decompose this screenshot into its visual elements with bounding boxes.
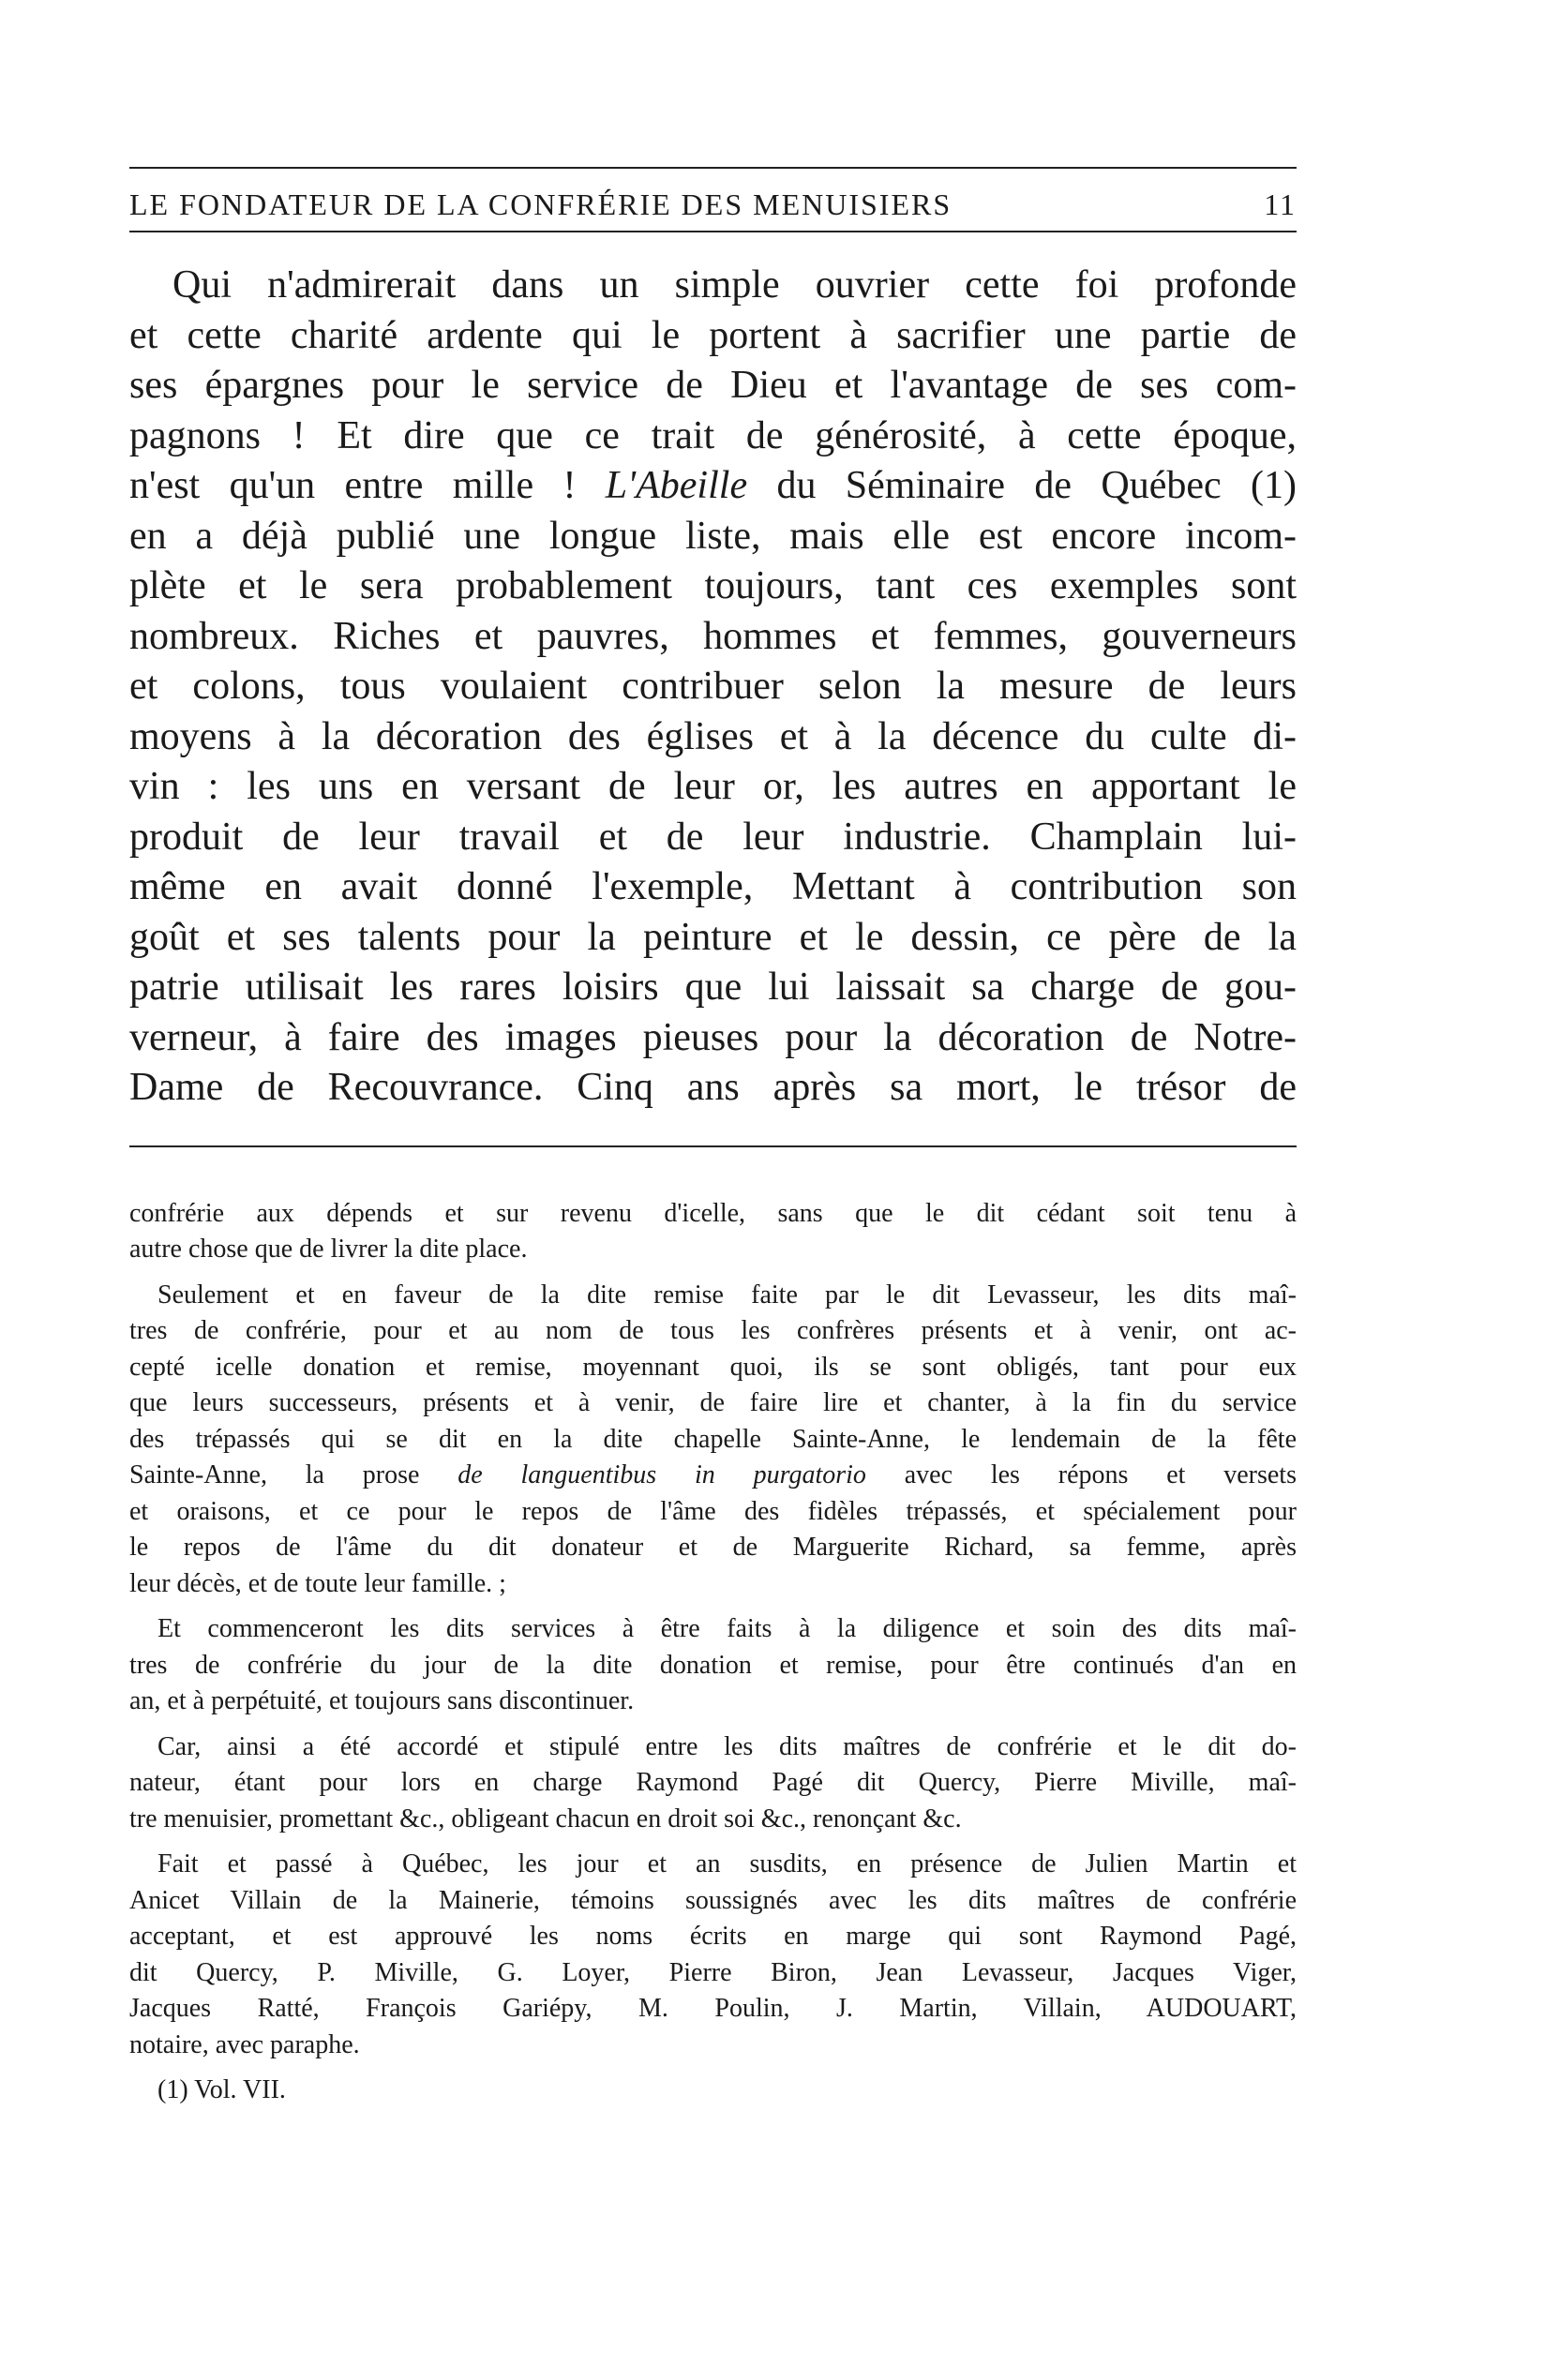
note-line: Car, ainsi a été accordé et stipulé entre les dits maîtres de confrérie et le dit do- bbox=[158, 1731, 1297, 1761]
note-line: an, et à perpétuité, et toujours sans discontinuer. bbox=[129, 1686, 635, 1715]
running-head-title: LE FONDATEUR DE LA CONFRÉRIE DES MENUISIERS bbox=[129, 187, 952, 221]
body-line: même en avait donné l'exemple, Mettant à contribution son bbox=[129, 865, 1297, 908]
note-line: autre chose que de livrer la dite place. bbox=[129, 1235, 528, 1264]
note-line: Fait et passé à Québec, les jour et an susdits, en présence de Julien Martin et bbox=[158, 1849, 1297, 1879]
page bbox=[129, 167, 1297, 2108]
note-line: nateur, étant pour lors en charge Raymond Pagé dit Quercy, Pierre Miville, maî- bbox=[129, 1768, 1297, 1797]
body-line: en a déjà publié une longue liste, mais elle est encore incom- bbox=[129, 514, 1297, 558]
body-line: verneur, à faire des images pieuses pour la décoration de Notre- bbox=[129, 1015, 1297, 1059]
note-line: Seulement et en faveur de la dite remise faite par le dit Levasseur, les dits maî- bbox=[158, 1280, 1297, 1310]
page-number: 11 bbox=[1264, 187, 1297, 221]
note-line: Anicet Villain de la Mainerie, témoins soussignés avec les dits maîtres de confrérie bbox=[129, 1885, 1297, 1915]
body-line: patrie utilisait les rares loisirs que lui laissait sa charge de gou- bbox=[129, 965, 1297, 1009]
note-line: Jacques Ratté, François Gariépy, M. Poulin, J. Martin, Villain, AUDOUART, bbox=[129, 1994, 1297, 2023]
note-paragraph bbox=[129, 1847, 1297, 2063]
body-line: vin : les uns en versant de leur or, les autres en apportant le bbox=[129, 765, 1297, 808]
body-line: n'est qu'un entre mille ! L'Abeille du Séminaire de Québec (1) bbox=[129, 464, 1297, 507]
note-line: tres de confrérie du jour de la dite donation et remise, pour être continués d'an en bbox=[129, 1650, 1297, 1680]
body-line: moyens à la décoration des églises et à la décence du culte di- bbox=[129, 714, 1297, 758]
note-line: Et commenceront les dits services à être faits à la diligence et soin des dits maî- bbox=[158, 1614, 1297, 1643]
body-line: nombreux. Riches et pauvres, hommes et femmes, gouverneurs bbox=[129, 614, 1297, 658]
body-line: Qui n'admirerait dans un simple ouvrier cette foi profonde bbox=[172, 263, 1297, 307]
note-line: Sainte-Anne, la prose de languentibus in purgatorio avec les répons et versets bbox=[129, 1460, 1297, 1489]
note-line: tre menuisier, promettant &c., obligeant chacun en droit soi &c., renonçant &c. bbox=[129, 1804, 962, 1834]
note-paragraph bbox=[129, 1196, 1297, 1268]
body-line: plète et le sera probablement toujours, tant ces exemples sont bbox=[129, 564, 1297, 607]
note-line: dit Quercy, P. Miville, G. Loyer, Pierre Biron, Jean Levasseur, Jacques Viger, bbox=[129, 1957, 1297, 1987]
note-line: et oraisons, et ce pour le repos de l'âme des fidèles trépassés, et spécialement pour bbox=[129, 1496, 1297, 1526]
note-line: leur décès, et de toute leur famille. ; bbox=[129, 1568, 506, 1598]
body-line: pagnons ! Et dire que ce trait de générosité, à cette époque, bbox=[129, 413, 1297, 457]
notes-rule bbox=[129, 1145, 1297, 1147]
note-line: tres de confrérie, pour et au nom de tous les confrères présents et à venir, ont ac- bbox=[129, 1316, 1297, 1345]
note-paragraph bbox=[129, 1278, 1297, 1603]
footnote: (1) Vol. VII. bbox=[158, 2075, 286, 2104]
body-line: et colons, tous voulaient contribuer selon la mesure de leurs bbox=[129, 665, 1297, 708]
note-line: des trépassés qui se dit en la dite chapelle Sainte-Anne, le lendemain de la fête bbox=[129, 1424, 1297, 1454]
head-rule bbox=[129, 231, 1297, 232]
notes-block bbox=[129, 1196, 1297, 2064]
note-line: acceptant, et est approuvé les noms écrits en marge qui sont Raymond Pagé, bbox=[129, 1922, 1297, 1951]
note-line: cepté icelle donation et remise, moyennant quoi, ils se sont obligés, tant pour eux bbox=[129, 1352, 1297, 1382]
main-text bbox=[129, 261, 1297, 1114]
running-head bbox=[129, 186, 1297, 223]
note-paragraph bbox=[129, 1611, 1297, 1720]
note-line: confrérie aux dépends et sur revenu d'icelle, sans que le dit cédant soit tenu à bbox=[129, 1198, 1297, 1228]
note-line: notaire, avec paraphe. bbox=[129, 2029, 360, 2059]
note-line: que leurs successeurs, présents et à venir, de faire lire et chanter, à la fin du service bbox=[129, 1388, 1297, 1417]
note-line: le repos de l'âme du dit donateur et de Marguerite Richard, sa femme, après bbox=[129, 1533, 1297, 1562]
body-line: produit de leur travail et de leur industrie. Champlain lui- bbox=[129, 815, 1297, 859]
top-rule bbox=[129, 167, 1297, 169]
body-line: et cette charité ardente qui le portent à sacrifier une partie de bbox=[129, 313, 1297, 357]
body-line: Dame de Recouvrance. Cinq ans après sa mort, le trésor de bbox=[129, 1066, 1297, 1109]
note-paragraph bbox=[129, 1729, 1297, 1838]
body-line: ses épargnes pour le service de Dieu et l'avantage de ses com- bbox=[129, 364, 1297, 407]
body-line: goût et ses talents pour la peinture et le dessin, ce père de la bbox=[129, 915, 1297, 959]
